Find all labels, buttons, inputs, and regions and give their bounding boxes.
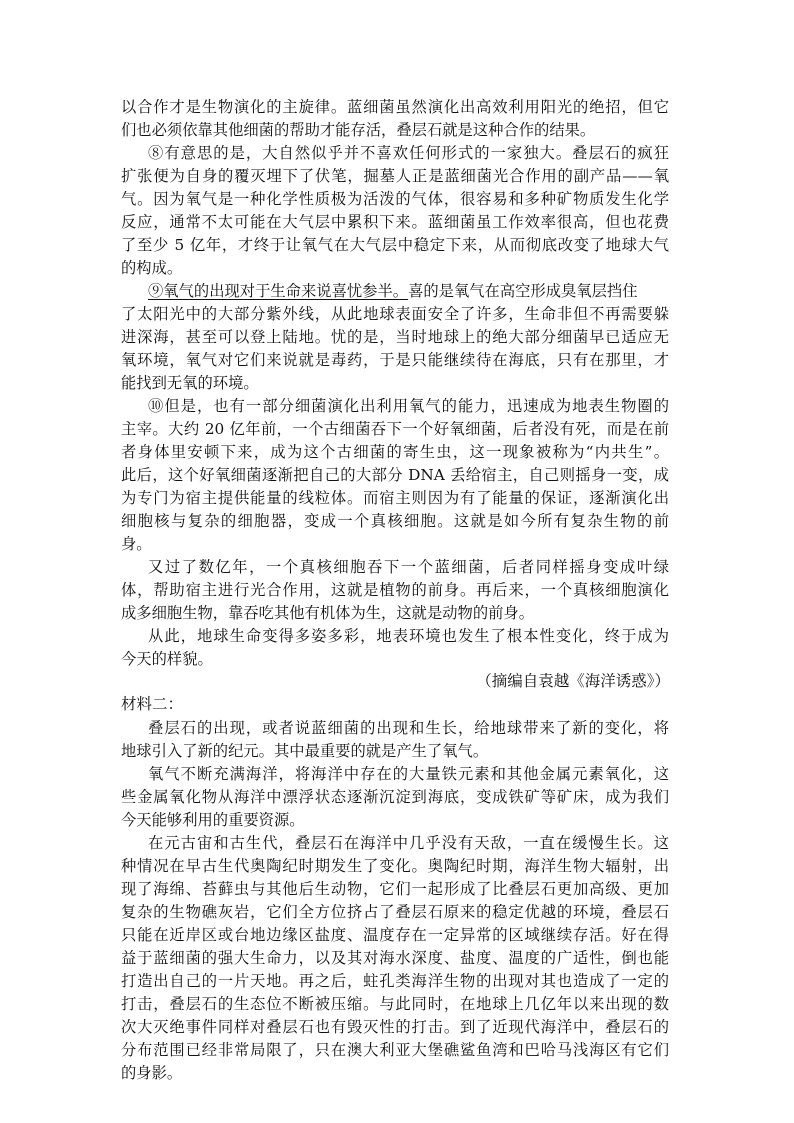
text-line: ⑧有意思的是，大自然似乎并不喜欢任何形式的一家独大。叠层石的疯狂 (148, 144, 669, 162)
text-line: 此后，这个好氧细菌逐渐把自己的大部分 DNA 丢给宿主，自己则摇身一变，成 (121, 466, 669, 484)
text-line: 叠层石的出现，或者说蓝细菌的出现和生长，给地球带来了新的变化，将 (148, 719, 669, 737)
text-line: 在元古宙和古生代，叠层石在海洋中几乎没有天敌，一直在缓慢生长。这 (148, 834, 669, 852)
text-line: 次大灭绝事件同样对叠层石也有毁灭性的打击。到了近现代海洋中，叠层石的 (121, 1018, 669, 1036)
text-line: 进深海，甚至可以登上陆地。忧的是，当时地球上的绝大部分细菌早已适应无 (121, 328, 669, 346)
text-line: 成多细胞生物，靠吞吃其他有机体为生，这就是动物的前身。 (121, 604, 535, 622)
text-line (148, 281, 669, 301)
text-line: 能找到无氧的环境。 (121, 374, 259, 392)
text-line: 种情况在早古生代奥陶纪时期发生了变化。奥陶纪时期，海洋生物大辐射，出 (121, 857, 669, 875)
text-line: 身。 (121, 535, 152, 553)
text-span: 喜的是氧气在高空形成臭氧层挡住 (408, 282, 638, 300)
text-line: 现了海绵、苔藓虫与其他后生动物，它们一起形成了比叠层石更加高级、更加 (121, 880, 669, 898)
text-line: 了太阳光中的大部分紫外线，从此地球表面安全了许多，生命非但不再需要躲 (121, 305, 669, 323)
text-line: 体，帮助宿主进行光合作用，这就是植物的前身。再后来，一个真核细胞演化 (121, 581, 669, 599)
text-line: 者身体里安顿下来，成为这个古细菌的寄生虫，这一现象被称为“内共生”。 (121, 443, 669, 461)
text-line: 细胞核与复杂的细胞器，变成一个真核细胞。这就是如今所有复杂生物的前 (121, 512, 669, 530)
text-line: 地球引入了新的纪元。其中最重要的就是产生了氧气。 (121, 742, 489, 760)
section-heading: 材料二： (121, 696, 184, 713)
text-line: 气。因为氧气是一种化学性质极为活泼的气体，很容易和多种矿物质发生化学 (121, 190, 669, 208)
text-line: 主宰。大约 20 亿年前，一个古细菌吞下一个好氧细菌，后者没有死，而是在前 (121, 420, 669, 438)
text-line: 从此，地球生命变得多姿多彩，地表环境也发生了根本性变化，终于成为 (148, 627, 669, 645)
text-line: 打造出自己的一片天地。再之后，蛀孔类海洋生物的出现对其也造成了一定的 (121, 972, 669, 990)
text-line: 的构成。 (121, 259, 183, 277)
text-line: 氧气不断充满海洋，将海洋中存在的大量铁元素和其他金属元素氧化，这 (148, 765, 669, 783)
text-line: 扩张便为自身的覆灭埋下了伏笔，掘墓人正是蓝细菌光合作用的副产品——氧 (121, 167, 669, 185)
text-line: ⑩但是，也有一部分细菌演化出利用氧气的能力，迅速成为地表生物圈的 (148, 397, 669, 415)
text-line: 益于蓝细菌的强大生命力，以及其对海水深度、盐度、温度的广适性，倒也能 (121, 949, 669, 967)
text-line: 以合作才是生物演化的主旋律。蓝细菌虽然演化出高效利用阳光的绝招，但它 (121, 98, 669, 116)
underlined-sentence: ⑨氧气的出现对于生命来说喜忧参半。 (148, 282, 409, 300)
source-citation: （摘编自袁越《海洋诱惑》） (476, 673, 670, 690)
text-line: 复杂的生物礁灰岩，它们全方位挤占了叠层石原来的稳定优越的环境，叠层石 (121, 903, 669, 921)
text-line: 分布范围已经非常局限了，只在澳大利亚大堡礁鲨鱼湾和巴哈马浅海区有它们 (121, 1041, 669, 1059)
text-line: 的身影。 (121, 1064, 183, 1082)
text-line: 反应，通常不太可能在大气层中累积下来。蓝细菌虽工作效率很高，但也花费 (121, 213, 669, 231)
text-line: 打击，叠层石的生态位不断被压缩。与此同时，在地球上几亿年以来出现的数 (121, 995, 669, 1013)
text-line: 了至少 5 亿年，才终于让氧气在大气层中稳定下来，从而彻底改变了地球大气 (121, 236, 669, 254)
text-line: 今天能够利用的重要资源。 (121, 811, 305, 829)
text-line: 又过了数亿年，一个真核细胞吞下一个蓝细菌，后者同样摇身变成叶绿 (148, 558, 669, 576)
text-line: 为专门为宿主提供能量的线粒体。而宿主则因为有了能量的保证，逐渐演化出 (121, 489, 669, 507)
text-line: 们也必须依靠其他细菌的帮助才能存活，叠层石就是这种合作的结果。 (121, 121, 596, 139)
text-line: 氧环境，氧气对它们来说就是毒药，于是只能继续待在海底，只有在那里，才 (121, 351, 669, 369)
text-line: 些金属氧化物从海洋中漂浮状态逐渐沉淀到海底，变成铁矿等矿床，成为我们 (121, 788, 669, 806)
text-line: 只能在近岸区或台地边缘区盐度、温度存在一定异常的区域继续存活。好在得 (121, 926, 669, 944)
text-line: 今天的样貌。 (121, 650, 213, 668)
